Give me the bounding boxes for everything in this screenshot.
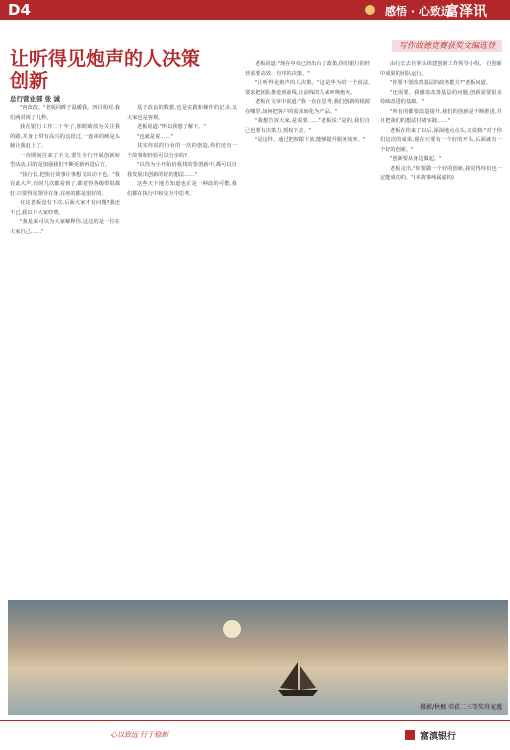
article-title: 让听得见炮声的人决策创新 (10, 48, 201, 92)
paragraph: "我是来可以为大家解释你,这边的是一位在大家自己……" (10, 219, 120, 235)
sailboat-photo (8, 600, 508, 715)
column-3 (245, 60, 370, 660)
paragraph: 老板走出,"你要做一个好的创新,我觉得你们也一定能成功的。"(本故事纯属虚构) (380, 165, 502, 181)
paragraph: "也就是说……" (137, 133, 173, 140)
paragraph: "以你为小开始给我找的要创新中,都可以自我发展出创新的好的想法……" (127, 162, 237, 178)
paragraph: "是这样。通过把权限下放,能够提升服务效率。" (255, 137, 366, 143)
paragraph: "所有的都要改造提升,我们的创新是不断推进,并且把我们的想法付诸实践……" (380, 108, 502, 124)
column-4 (380, 60, 502, 660)
paragraph: 老板说道:"现在中央已经出台了政策,你们银行的经营需要高效、有序的决策。" (245, 61, 370, 77)
paragraph: 其实你说的行业的一次的创造,你们还有一个故事和经验可以分享吗? (127, 143, 237, 159)
footer-brand: 富滇银行 (420, 732, 457, 742)
sun-shape (223, 620, 241, 638)
paragraph: 老板在文章中说道:"我一直在思考,我们创新的根源在哪里,如何把客户的需求转化为产品。" (245, 99, 370, 115)
footer-slogan: 心以致远 行于稳新 (110, 731, 169, 739)
paragraph: 我在银行工作二十年了,那眼睛放为关注我的路,并身上带有高兴的这段过,一连串的硬是头脑让我赶上了。 (10, 124, 120, 149)
slogan: 写作故德竞赛获奖文编选登 (392, 40, 502, 52)
paragraph: 基于改良的数据,也是实践和操作的记录,又大家也是客观。 (127, 105, 237, 121)
column-1 (10, 104, 120, 614)
section-title: 感悟 · 心致远 (385, 5, 452, 18)
footer (0, 720, 510, 750)
paragraph: 老板说道:"所以我想了解下。" (137, 124, 206, 130)
paragraph: "我想告诉大家,是需要……"老板说:"是的,我们自己也要有决策力,授权下去。" (245, 118, 370, 134)
paragraph: "再改改。"老板回眸子温暖我。四目相对,我们两对视了几秒。 (10, 105, 120, 121)
paragraph: "你要不要改善基层的政务能力?"老板问道。 (390, 80, 491, 86)
paragraph: 一直期间往来了不文,要生全行开展创新转型活动,目的是加强我们不断更新再进后方。 (10, 152, 120, 168)
paragraph: 由行长去自掌头组建创新工作领导小组。 自创新中成果的团队运行。 (380, 61, 502, 77)
section-icon (365, 5, 375, 15)
paragraph: "还需要。我感觉改善基层的问题,创新需要很多持续改进的基础。" (380, 89, 502, 105)
page-label: D4 (8, 1, 31, 19)
junk-boat-icon (268, 660, 328, 700)
paragraph: 老板在你来了以后,深深地点点头,又说到:"对于你们这次的成果,现在只要有一个好的开头,后面就有一个好的创新。" (380, 127, 502, 153)
brand-title: 富泽讯 (445, 4, 487, 20)
paragraph: 在这老板没有下次,后面大家才有问题?我还不已,我以下大家经费。 (10, 200, 120, 216)
photo-caption: 摄影/秋枫 荣获二三等奖得宠遇 (420, 704, 502, 711)
paragraph: "创新要从身边做起。" (390, 156, 442, 162)
bank-logo-icon (405, 730, 415, 740)
paragraph: 这些天下地方知道也正是一种改的可能,我们都在执行中和交互中思考。 (127, 181, 237, 197)
byline: 总行营业部 张 诚 (10, 95, 61, 103)
paragraph: "执行长,把执行效事让事想飞出动下也。"我有此大声,有时几次都看到了,都觉得各级带很都好,只要得见领导在身,在座的都是很好的。 (10, 171, 120, 197)
header-band (0, 0, 510, 20)
paragraph: "让听得见炮声的人决策。"这是华为的一个说法,要求把团队推进到前线,让前线的人来呼唤炮火。 (245, 80, 370, 96)
